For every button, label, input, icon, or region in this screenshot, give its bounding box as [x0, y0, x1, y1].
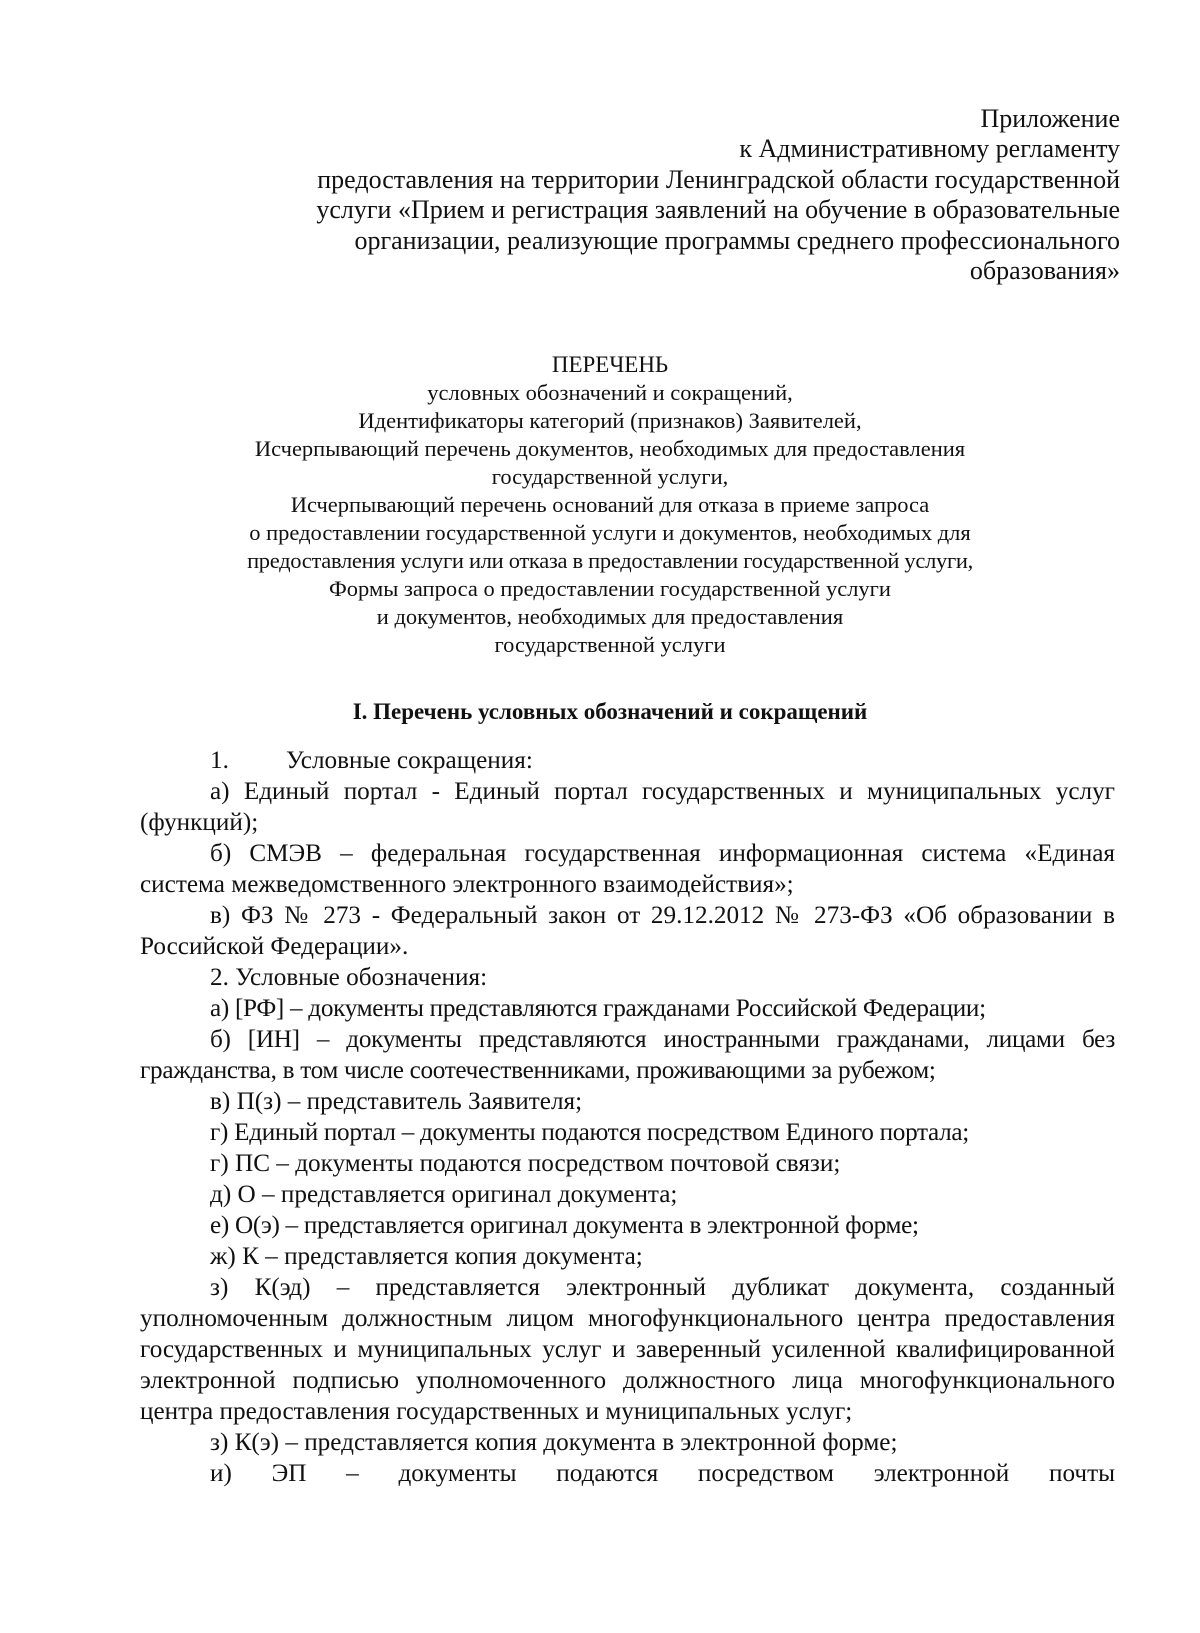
- appendix-line: организации, реализующие программы среднего профессионального: [354, 225, 1120, 255]
- paragraph: з) К(э) – представляется копия документа в электронной форме;: [210, 1429, 898, 1456]
- document-title: [140, 351, 1080, 659]
- item-number: 1.: [210, 747, 229, 774]
- paragraph: а) [РФ] – документы представляются гражданами Российской Федерации;: [210, 995, 986, 1022]
- title-line: государственной услуги: [494, 632, 726, 657]
- title-line: Исчерпывающий перечень оснований для отказа в приеме запроса: [290, 492, 930, 517]
- title-line: предоставления услуги или отказа в предоставлении государственной услуги,: [247, 548, 973, 573]
- title-line: Исчерпывающий перечень документов, необходимых для предоставления: [254, 436, 966, 461]
- document-body: [140, 745, 1115, 1489]
- appendix-line: предоставления на территории Ленинградской области государственной: [317, 164, 1120, 194]
- paragraph: ж) К – представляется копия документа;: [210, 1243, 643, 1270]
- title-line: условных обозначений и сокращений,: [427, 380, 793, 405]
- paragraph: а) Единый портал - Единый портал государственных и муниципальных услуг (функций);: [140, 778, 1115, 836]
- paragraph: в) П(з) – представитель Заявителя;: [210, 1088, 583, 1115]
- appendix-header: [220, 104, 1120, 286]
- appendix-line: услуги «Прием и регистрация заявлений на обучение в образовательные: [316, 195, 1120, 225]
- paragraph: з) К(эд) – представляется электронный дубликат документа, созданный уполномоченным должностным лицом многофункционального центра предоставления государственных и муниципальных услуг и заверенный усиленной квалифицированной электронной подписью уполномоченного должностного лица многофункционального центра предоставления государственных и муниципальных услуг;: [140, 1274, 1115, 1425]
- title-line: и документов, необходимых для предоставления: [376, 604, 844, 629]
- numbered-item: [140, 745, 1115, 776]
- paragraph: в) ФЗ № 273 - Федеральный закон от 29.12.2012 № 273-ФЗ «Об образовании в Российской Федерации».: [140, 902, 1115, 960]
- title-line: Формы запроса о предоставлении государственной услуги: [329, 576, 891, 601]
- paragraph: д) О – представляется оригинал документа;: [210, 1181, 678, 1208]
- paragraph: 2. Условные обозначения:: [210, 964, 488, 991]
- paragraph: б) СМЭВ – федеральная государственная информационная система «Единая система межведомственного электронного взаимодействия»;: [140, 840, 1115, 898]
- paragraph: г) Единый портал – документы подаются посредством Единого портала;: [210, 1119, 969, 1146]
- title-main: ПЕРЕЧЕНЬ: [551, 352, 669, 377]
- appendix-line: образования»: [969, 256, 1120, 286]
- paragraph: г) ПС – документы подаются посредством почтовой связи;: [210, 1150, 841, 1177]
- item-label: Условные сокращения:: [286, 747, 533, 774]
- paragraph: и) ЭП – документы подаются посредством электронной почты: [210, 1460, 1115, 1487]
- title-line: государственной услуги,: [491, 464, 729, 489]
- title-line: о предоставлении государственной услуги и документов, необходимых для: [249, 520, 971, 545]
- paragraph: е) О(э) – представляется оригинал документа в электронной форме;: [210, 1212, 919, 1239]
- appendix-line: Приложение: [980, 104, 1120, 133]
- appendix-line: к Административному регламенту: [739, 134, 1120, 164]
- paragraph: б) [ИН] – документы представляются иностранными гражданами, лицами без гражданства, в том числе соотечественниками, проживающими за рубежом;: [140, 1026, 1115, 1084]
- title-line: Идентификаторы категорий (признаков) Заявителей,: [358, 408, 862, 433]
- section-heading: I. Перечень условных обозначений и сокращений: [352, 699, 868, 724]
